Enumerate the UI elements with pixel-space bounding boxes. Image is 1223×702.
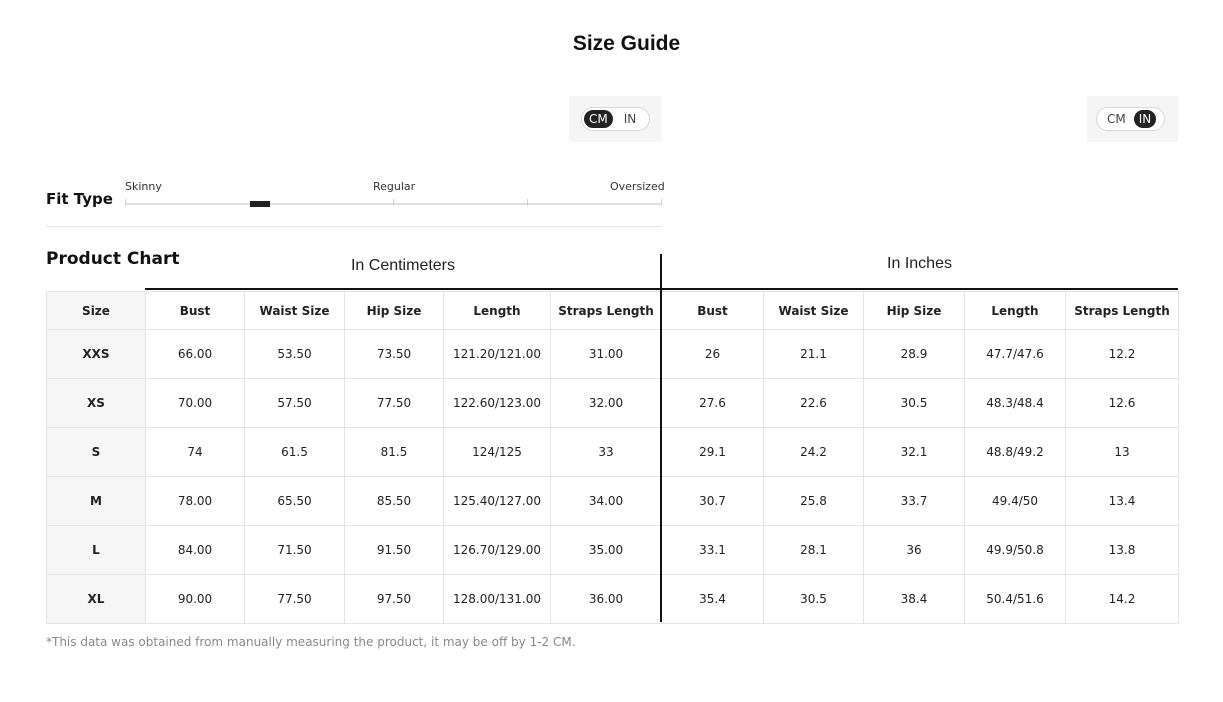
table-cell: 35.00 [551,526,662,575]
table-cell: 34.00 [551,477,662,526]
table-cell: 90.00 [146,575,245,624]
size-chart-table [46,291,1179,624]
fit-scale-tick [527,199,528,206]
table-cell: 24.2 [764,428,864,477]
table-cell: 29.1 [662,428,764,477]
table-cell: 128.00/131.00 [444,575,551,624]
fit-option-regular: Regular [373,180,416,193]
table-cell: 71.50 [245,526,345,575]
table-cell: 48.8/49.2 [965,428,1066,477]
table-cell: 36.00 [551,575,662,624]
fit-option-skinny: Skinny [125,180,162,193]
unit-cm-option[interactable]: CM [584,110,613,128]
table-cell: 33.1 [662,526,764,575]
column-header: Straps Length [1066,292,1179,330]
centimeters-group-heading: In Centimeters [350,257,456,274]
unit-group-divider [660,254,662,622]
table-cell: 47.7/47.6 [965,330,1066,379]
table-row [47,428,1179,477]
table-cell: 28.9 [864,330,965,379]
table-cell: 73.50 [345,330,444,379]
table-cell: 124/125 [444,428,551,477]
table-cell: 74 [146,428,245,477]
fit-scale-tick [125,199,126,206]
unit-in-option[interactable]: IN [623,112,637,126]
column-header: Bust [662,292,764,330]
fit-type-label: Fit Type [46,190,113,208]
table-cell: 31.00 [551,330,662,379]
table-cell: 97.50 [345,575,444,624]
table-cell: 30.5 [764,575,864,624]
table-cell: 122.60/123.00 [444,379,551,428]
table-cell: 48.3/48.4 [965,379,1066,428]
table-cell: 13.4 [1066,477,1179,526]
table-cell: 121.20/121.00 [444,330,551,379]
table-cell: 66.00 [146,330,245,379]
table-row [47,526,1179,575]
table-cell: 22.6 [764,379,864,428]
size-cell: S [47,428,146,477]
size-cell: M [47,477,146,526]
table-cell: 30.7 [662,477,764,526]
size-cell: XL [47,575,146,624]
column-header: Length [444,292,551,330]
unit-toggle-panel-left [569,96,662,142]
table-cell: 33 [551,428,662,477]
table-cell: 50.4/51.6 [965,575,1066,624]
unit-toggle-panel-right [1087,96,1178,142]
table-cell: 77.50 [345,379,444,428]
column-header: Length [965,292,1066,330]
table-row [47,379,1179,428]
table-cell: 125.40/127.00 [444,477,551,526]
size-cell: XXS [47,330,146,379]
fit-type-indicator [250,201,270,207]
table-row [47,477,1179,526]
table-cell: 65.50 [245,477,345,526]
table-cell: 84.00 [146,526,245,575]
table-cell: 32.00 [551,379,662,428]
table-row [47,330,1179,379]
table-cell: 32.1 [864,428,965,477]
size-cell: XS [47,379,146,428]
table-cell: 38.4 [864,575,965,624]
table-cell: 78.00 [146,477,245,526]
table-cell: 26 [662,330,764,379]
table-cell: 27.6 [662,379,764,428]
fit-option-oversized: Oversized [610,180,665,193]
table-cell: 53.50 [245,330,345,379]
column-header: Size [47,292,146,330]
column-header: Bust [146,292,245,330]
table-cell: 12.6 [1066,379,1179,428]
unit-toggle-left[interactable] [581,107,650,131]
table-cell: 61.5 [245,428,345,477]
table-header-row [47,292,1179,330]
fit-scale-tick [661,199,662,206]
unit-cm-option[interactable]: CM [1107,112,1126,126]
section-divider [46,226,662,227]
table-cell: 49.9/50.8 [965,526,1066,575]
fit-scale-tick [393,199,394,206]
table-cell: 33.7 [864,477,965,526]
unit-toggle-right[interactable] [1096,107,1165,131]
table-cell: 30.5 [864,379,965,428]
table-cell: 13.8 [1066,526,1179,575]
column-header: Waist Size [764,292,864,330]
table-cell: 81.5 [345,428,444,477]
table-cell: 91.50 [345,526,444,575]
table-cell: 12.2 [1066,330,1179,379]
table-cell: 126.70/129.00 [444,526,551,575]
size-cell: L [47,526,146,575]
table-cell: 85.50 [345,477,444,526]
column-header: Straps Length [551,292,662,330]
page-title: Size Guide [572,32,681,55]
table-cell: 77.50 [245,575,345,624]
table-cell: 13 [1066,428,1179,477]
table-cell: 49.4/50 [965,477,1066,526]
table-cell: 14.2 [1066,575,1179,624]
table-cell: 57.50 [245,379,345,428]
column-header: Hip Size [345,292,444,330]
column-header: Waist Size [245,292,345,330]
table-cell: 36 [864,526,965,575]
unit-in-option[interactable]: IN [1134,110,1157,128]
inches-group-heading: In Inches [887,255,952,272]
product-chart-title: Product Chart [46,249,180,269]
column-header: Hip Size [864,292,965,330]
table-cell: 25.8 [764,477,864,526]
table-cell: 35.4 [662,575,764,624]
table-row [47,575,1179,624]
measurement-footnote: *This data was obtained from manually measuring the product, it may be off by 1-2 CM. [46,635,576,649]
table-cell: 28.1 [764,526,864,575]
table-cell: 70.00 [146,379,245,428]
table-cell: 21.1 [764,330,864,379]
